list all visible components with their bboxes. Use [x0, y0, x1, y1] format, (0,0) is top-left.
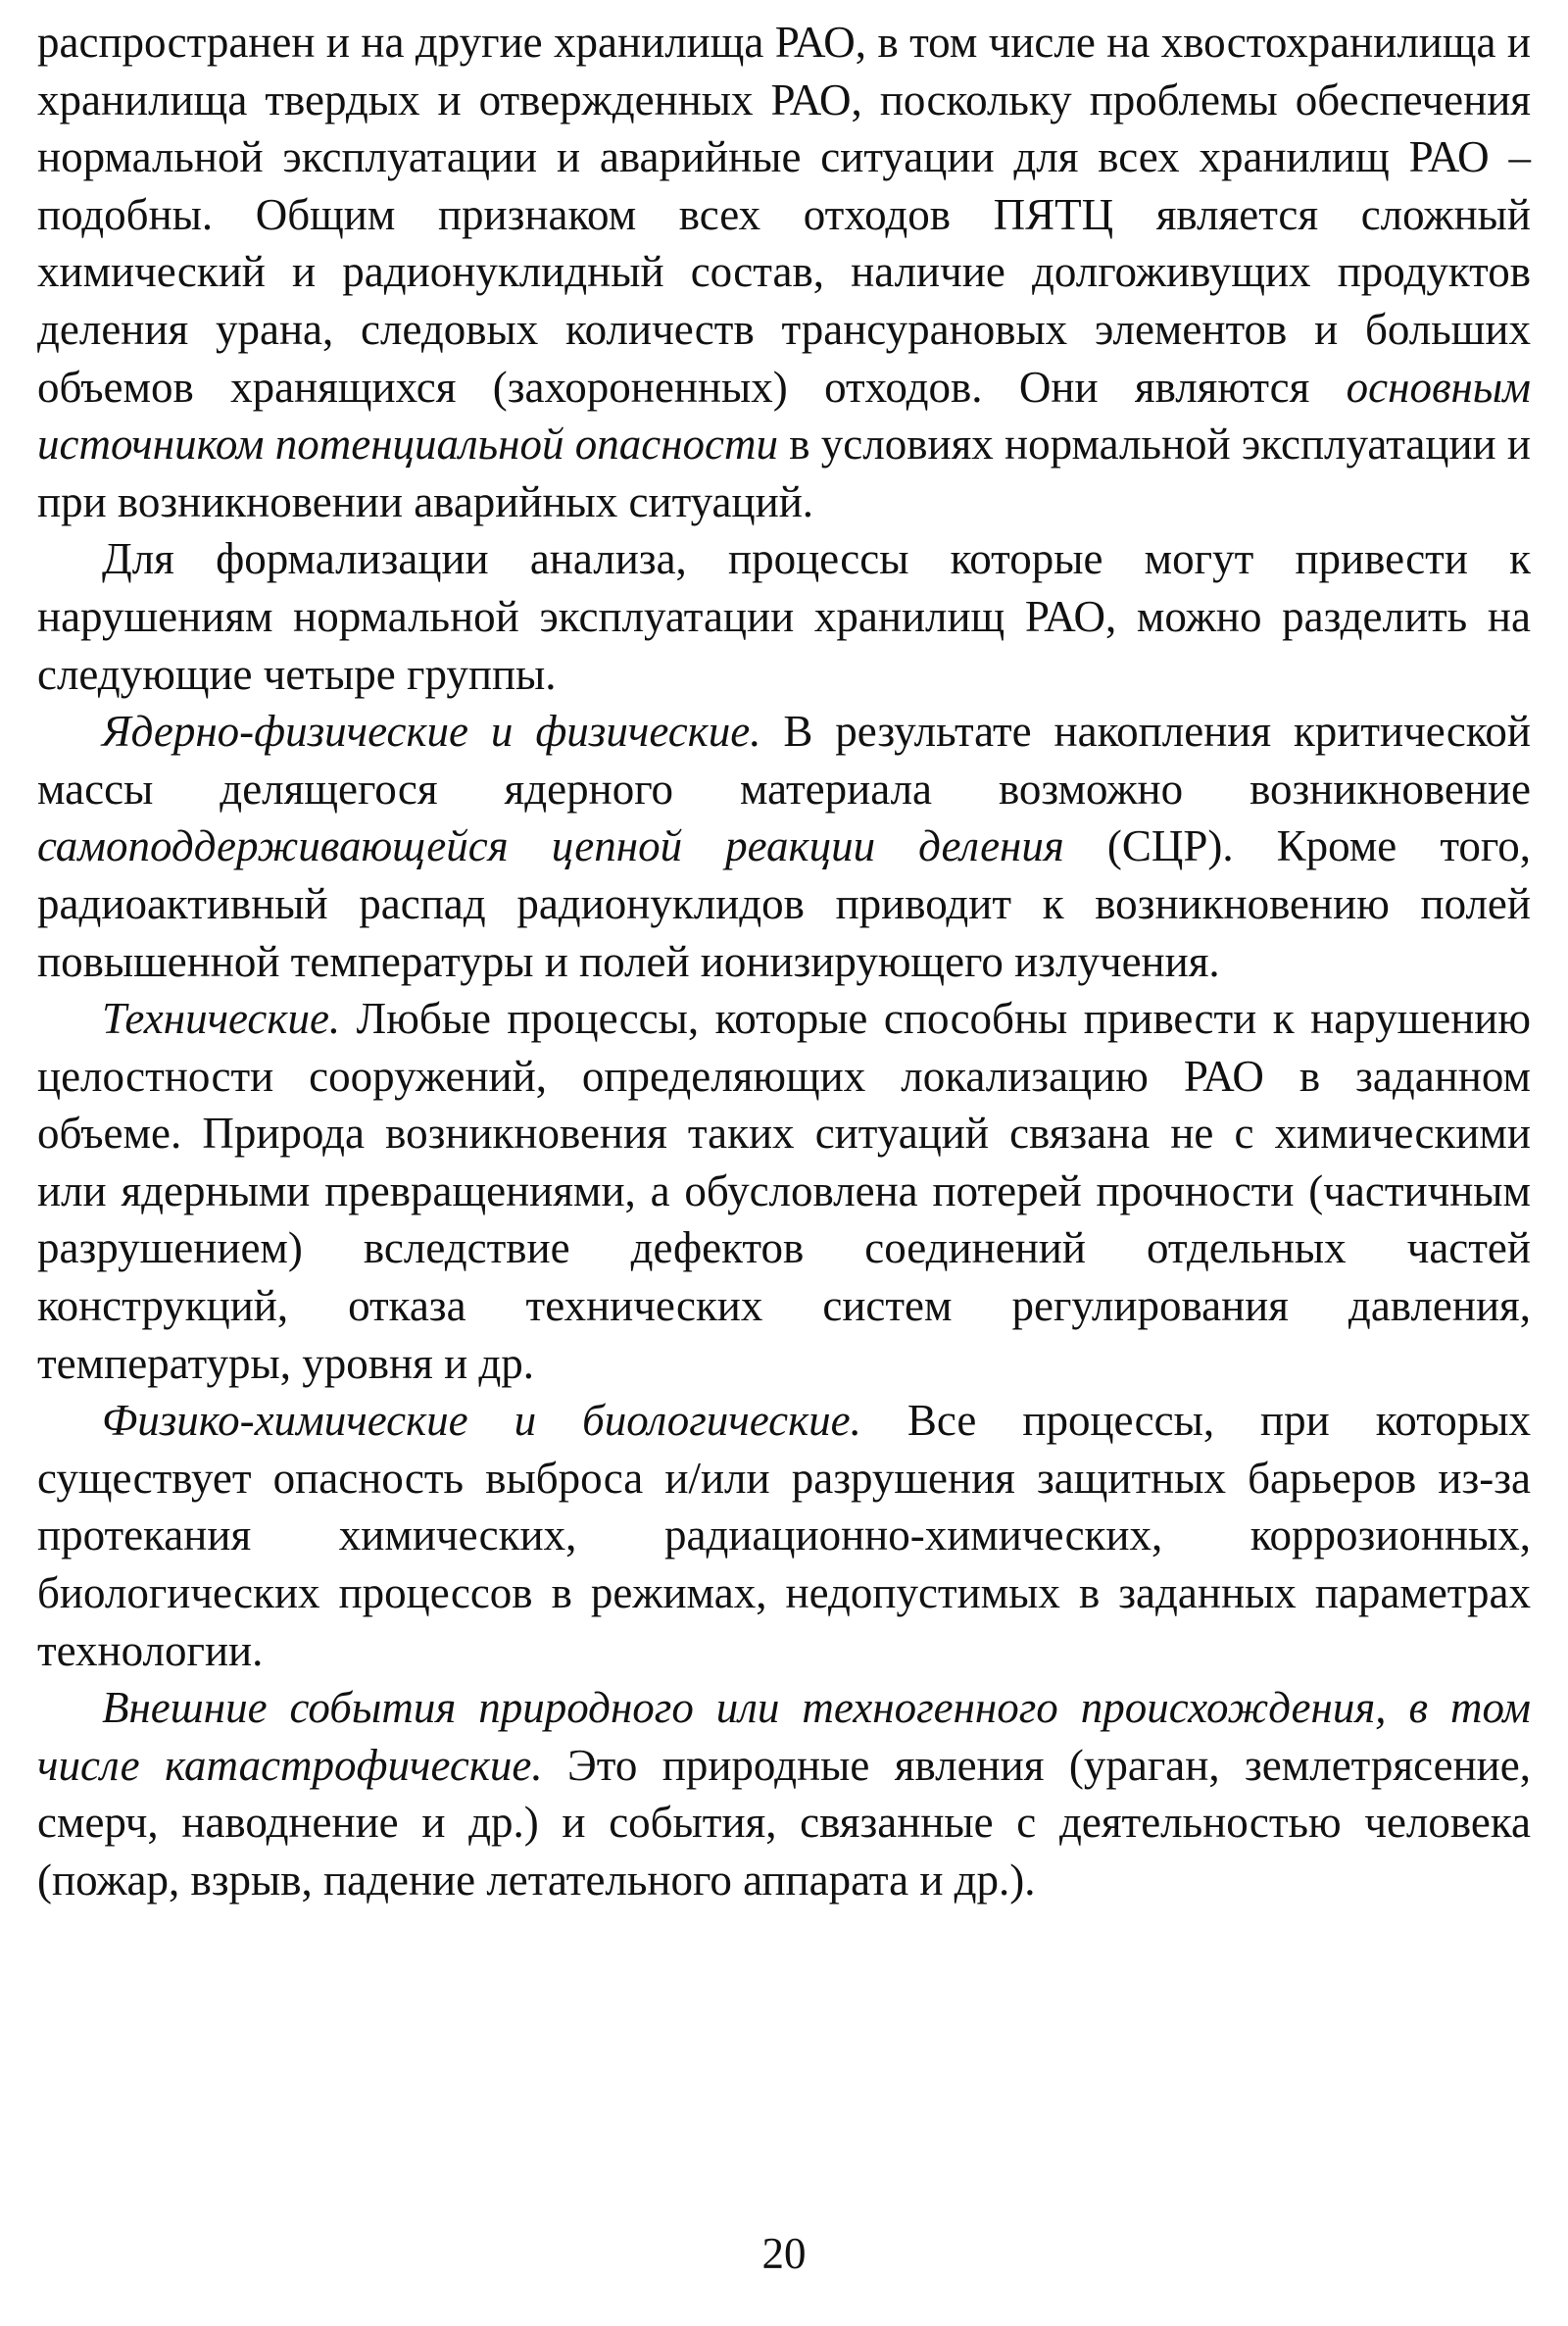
paragraph-nuclear-physical: [37, 703, 1531, 990]
text-run: (СЦР). Кроме того, радиоактивный распад радионуклидов приводит к возникновению полей повышенной температуры и полей ионизирующего излучения.: [37, 821, 1531, 986]
text-run: в условиях нормальной эксплуатации и при возникновении аварийных ситуаций.: [37, 420, 1531, 526]
paragraph-formalization: [37, 530, 1531, 703]
text-run-italic: Физико-химические и биологические.: [102, 1396, 861, 1446]
text-run: В результате накопления критической массы делящегося ядерного материала возможно возникновение: [37, 707, 1531, 814]
paragraph-rao-storage: [37, 14, 1531, 530]
text-run-italic: Технические.: [102, 994, 341, 1044]
text-run: распространен и на другие хранилища РАО, в том числе на хвостохранилища и хранилища твердых и отвержденных РАО, поскольку проблемы обеспечения нормальной эксплуатации и аварийные ситуации для всех хранилищ РАО – подобны. Общим признаком всех отходов ПЯТЦ является сложный химический и радионуклидный состав, наличие долгоживущих продуктов деления урана, следовых количеств трансурановых элементов и больших объемов хранящихся (захороненных) отходов. Они являются: [37, 18, 1531, 412]
page-body: [37, 14, 1531, 1909]
paragraph-technical: [37, 990, 1531, 1392]
paragraph-physico-chemical: [37, 1392, 1531, 1679]
text-run-italic: основным источником потенциальной опасности: [37, 362, 1531, 470]
text-run-italic: Ядерно-физические и физические.: [102, 707, 761, 757]
paragraph-external-events: [37, 1679, 1531, 1908]
text-run-italic: Внешние события природного или техногенного происхождения, в том числе катастрофические.: [37, 1683, 1531, 1790]
text-run: Любые процессы, которые способны привести к нарушению целостности сооружений, определяющих локализацию РАО в заданном объеме. Природа возникновения таких ситуаций связана не с химическими или ядерными превращениями, а обусловлена потерей прочности (частичным разрушением) вследствие дефектов соединений отдельных частей конструкций, отказа технических систем регулирования давления, температуры, уровня и др.: [37, 994, 1531, 1388]
text-run-italic: самоподдерживающейся цепной реакции деления: [37, 821, 1064, 871]
page-number: 20: [761, 2229, 807, 2278]
text-run: Это природные явления (ураган, землетрясение, смерч, наводнение и др.) и события, связанные с деятельностью человека (пожар, взрыв, падение летательного аппарата и др.).: [37, 1740, 1531, 1905]
text-run: Для формализации анализа, процессы которые могут привести к нарушениям нормальной эксплуатации хранилищ РАО, можно разделить на следующие четыре группы.: [37, 534, 1531, 699]
text-run: Все процессы, при которых существует опасность выброса и/или разрушения защитных барьеров из-за протекания химических, радиационно-химических, коррозионных, биологических процессов в режимах, недопустимых в заданных параметрах технологии.: [37, 1396, 1531, 1675]
